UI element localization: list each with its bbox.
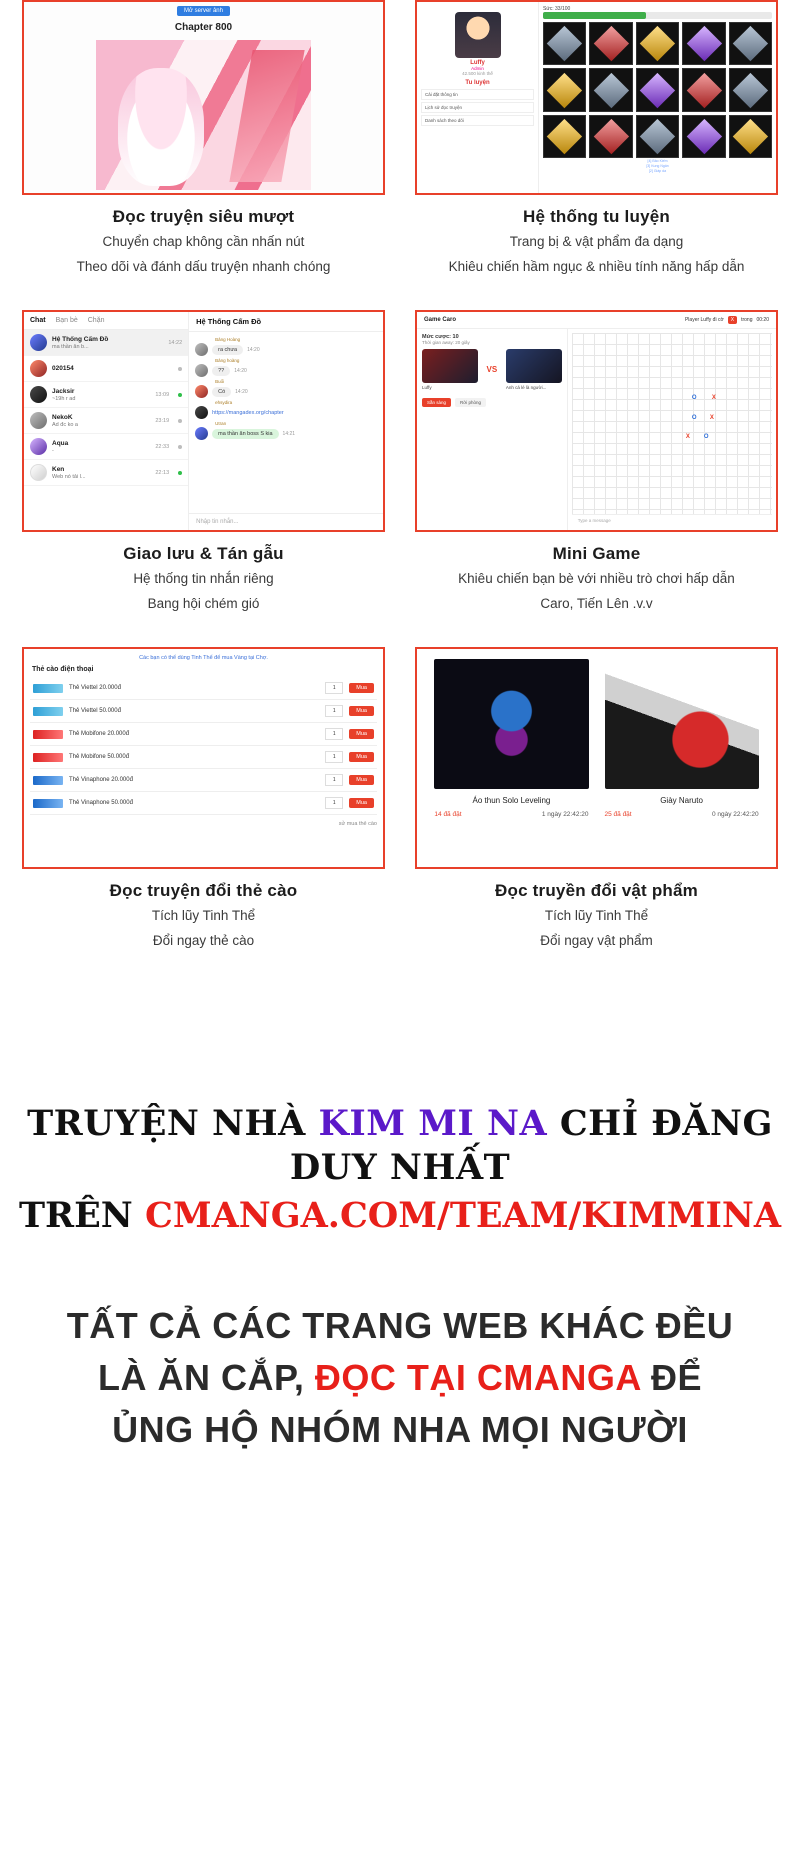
feature-card-itemshop: [415, 647, 778, 984]
channel-time: 22:13: [155, 469, 170, 476]
table-row: [30, 677, 377, 700]
chapter-label: Chapter 800: [174, 22, 233, 33]
caption-sub2: Theo dõi và đánh dấu truyện nhanh chóng: [76, 258, 331, 274]
buy-button[interactable]: Mua: [349, 683, 374, 693]
message-time: 14:20: [234, 367, 247, 374]
turn-mark: X: [728, 316, 737, 324]
item-slot[interactable]: [682, 22, 725, 65]
carrier-logo-icon: [33, 684, 63, 693]
feature-card-cultivation: [415, 0, 778, 310]
avatar: [455, 12, 501, 58]
player-card: [506, 349, 562, 390]
caption-minigame: [458, 544, 735, 613]
credits-banner: [0, 1102, 800, 1456]
message-link[interactable]: https://mangadex.org/chapter: [212, 408, 290, 418]
item-label: [2] Giáp da: [648, 169, 667, 174]
item-slot[interactable]: [589, 22, 632, 65]
message-author: Buổi: [215, 379, 225, 385]
table-row: [30, 792, 377, 815]
avatar: [30, 386, 47, 403]
item-slot[interactable]: [636, 115, 679, 158]
message-text: ma thần ăn boss S kia: [212, 429, 278, 439]
player-rank: Admin: [471, 66, 484, 71]
banner-warning-2: [18, 1352, 782, 1404]
hp-bar: [543, 12, 772, 19]
screenshot-cultivation[interactable]: [415, 0, 778, 195]
leave-room-button[interactable]: Rời phòng: [455, 398, 486, 407]
chat-thread: [189, 312, 383, 530]
avatar: [30, 360, 47, 377]
screenshot-chat[interactable]: [22, 310, 385, 532]
message-time: 14:20: [235, 388, 248, 395]
item-label: [4] Bảo Kiếm: [647, 159, 668, 164]
screenshot-cardshop[interactable]: [22, 647, 385, 869]
turn-word: trong: [741, 317, 753, 324]
caption-sub1: Chuyển chap không cần nhấn nút: [102, 234, 305, 249]
product-orders: 14 đã đặt: [434, 811, 462, 819]
avatar: [30, 412, 47, 429]
list-item[interactable]: [24, 356, 188, 382]
status-dot: [178, 419, 182, 423]
reader-toolbar: [24, 6, 383, 16]
message-text: ??: [212, 366, 230, 376]
tab-friends[interactable]: Bạn bè: [55, 317, 78, 325]
item-slot[interactable]: [729, 22, 772, 65]
caption-sub2: Bang hội chém gió: [147, 595, 260, 611]
channel-name: 020154: [52, 364, 74, 372]
caption-title: Đọc truyện đổi thẻ cào: [109, 881, 298, 901]
product-card[interactable]: [434, 659, 588, 818]
item-slot[interactable]: [543, 68, 586, 111]
channel-name: NekoK: [52, 413, 73, 421]
player-art: [422, 349, 478, 383]
product-countdown: 0 ngày 22:42:20: [711, 811, 759, 819]
chat-tabs: [24, 312, 188, 330]
menu-item[interactable]: Cải đặt thông tin: [421, 89, 534, 100]
avatar: [30, 334, 47, 351]
caption-cultivation: [449, 207, 745, 276]
manga-page-art: [96, 40, 311, 190]
carrier-logo-icon: [33, 776, 63, 785]
list-item[interactable]: [24, 408, 188, 434]
feature-card-reader: [22, 0, 385, 310]
avatar: [195, 406, 208, 419]
message-time: 14:21: [282, 430, 296, 437]
message-list: [189, 332, 383, 513]
banner-line-2: [18, 1194, 782, 1238]
message-author: Bảng hoàng: [215, 358, 240, 364]
caption-sub2: Khiêu chiến hầm ngục & nhiều tính năng hấp dẫn: [448, 258, 745, 274]
caro-board[interactable]: O X O X X O: [572, 333, 772, 514]
item-slot[interactable]: [543, 22, 586, 65]
avatar: [195, 385, 208, 398]
buy-button[interactable]: Mua: [349, 729, 374, 739]
product-name: Áo thun Solo Leveling: [472, 796, 551, 806]
product-name: Giày Naruto: [660, 796, 703, 806]
table-row: [30, 723, 377, 746]
shop-heading: Thẻ cào điện thoại: [32, 666, 94, 674]
banner-line-3: [18, 1300, 782, 1457]
channel-preview: Web nó tải l...: [52, 473, 86, 480]
table-row: [30, 700, 377, 723]
caption-sub1: Khiêu chiến bạn bè với nhiều trò chơi hấp dẫn: [458, 571, 735, 587]
vs-label: VS: [486, 365, 498, 375]
channel-preview: ~19h r ad: [52, 395, 76, 402]
banner-team-name: KIM MI NA: [318, 1103, 548, 1145]
list-item[interactable]: [24, 330, 188, 356]
tab-chat[interactable]: Chat: [30, 317, 46, 325]
thread-title: Hệ Thống Cấm Đồ: [189, 312, 383, 332]
quantity-stepper[interactable]: 1: [325, 705, 343, 717]
caption-title: Mini Game: [552, 544, 641, 564]
item-slot[interactable]: [729, 115, 772, 158]
card-name: Thẻ Mobifone 20.000đ: [69, 731, 130, 738]
caption-sub1: Tích lũy Tinh Thể: [151, 908, 256, 924]
message-row: [195, 427, 377, 440]
caption-title: Hệ thống tu luyện: [523, 207, 670, 226]
feature-card-cardshop: [22, 647, 385, 984]
character-panel: [417, 2, 539, 193]
message-text: ra chưa: [212, 345, 243, 355]
message-author: Utran: [215, 421, 227, 427]
away-label: Thời gian away: 20 giây: [422, 340, 470, 346]
screenshot-itemshop[interactable]: [415, 647, 778, 869]
banner-text-a: TRUYỆN NHÀ: [27, 1103, 319, 1145]
carrier-logo-icon: [33, 799, 63, 808]
game-chat-input[interactable]: Type a message: [572, 514, 772, 526]
game-header: [417, 312, 776, 329]
shop-footer-link[interactable]: sử mua thẻ cào: [338, 821, 377, 828]
banner-warning-highlight: ĐỌC TẠI CMANGA: [314, 1356, 641, 1398]
buy-button[interactable]: Mua: [349, 775, 374, 785]
inventory-panel: [539, 2, 776, 193]
turn-player: Player Luffy đi cờ: [684, 317, 724, 324]
screenshot-minigame[interactable]: [415, 310, 778, 532]
game-name: Game Caro: [424, 317, 457, 324]
message-row: [195, 343, 377, 356]
buy-button[interactable]: Mua: [349, 706, 374, 716]
card-name: Thẻ Viettel 50.000đ: [69, 708, 121, 715]
product-countdown: 1 ngày 22:42:20: [541, 811, 589, 819]
caption-sub1: Trang bị & vật phẩm đa dạng: [509, 234, 684, 249]
product-card[interactable]: [605, 659, 759, 818]
card-name: Thẻ Vinaphone 20.000đ: [69, 777, 133, 784]
card-name: Thẻ Mobifone 50.000đ: [69, 754, 130, 761]
message-text: Có: [212, 387, 231, 397]
list-item[interactable]: [24, 460, 188, 486]
caption-itemshop: [495, 881, 698, 950]
avatar: [195, 364, 208, 377]
game-timer: 00:20: [756, 317, 769, 324]
channel-name: Jacksir: [52, 387, 75, 395]
message-row: [195, 406, 377, 419]
tab-blocked[interactable]: Chặn: [87, 317, 105, 325]
channel-name: Hệ Thống Cấm Đồ: [52, 335, 109, 343]
buy-button[interactable]: Mua: [349, 798, 374, 808]
avatar: [30, 438, 47, 455]
message-input[interactable]: Nhập tin nhắn...: [189, 513, 383, 530]
caption-title: Giao lưu & Tán gẫu: [123, 544, 284, 564]
card-name: Thẻ Vinaphone 50.000đ: [69, 800, 133, 807]
status-dot: [178, 393, 182, 397]
caption-sub2: Đổi ngay thẻ cào: [152, 932, 255, 948]
caption-cardshop: [110, 881, 298, 950]
channel-time: 22:33: [155, 443, 170, 450]
menu-item[interactable]: Danh sách theo dõi: [421, 115, 534, 126]
player-exp: 42.500 kinh thế: [462, 71, 493, 76]
carrier-logo-icon: [33, 753, 63, 762]
caption-sub1: Hệ thống tin nhắn riêng: [133, 571, 274, 587]
list-item[interactable]: [24, 434, 188, 460]
player-name: Luffy: [470, 60, 485, 66]
quantity-stepper[interactable]: 1: [325, 751, 343, 763]
caption-title: Đọc truyện siêu mượt: [112, 207, 295, 226]
channel-name: Ken: [52, 465, 65, 473]
channel-preview: ma thần ăn b...: [52, 343, 89, 350]
channel-preview: -: [52, 447, 54, 454]
channel-time: 23:19: [155, 417, 170, 424]
feature-card-minigame: [415, 310, 778, 647]
status-dot: [178, 367, 182, 371]
banner-text-c: CHỈ ĐĂNG DUY NHẤT: [289, 1103, 773, 1189]
quantity-stepper[interactable]: 1: [325, 728, 343, 740]
channel-time: 13:09: [155, 391, 170, 398]
screenshot-reader[interactable]: [22, 0, 385, 195]
card-name: Thẻ Viettel 20.000đ: [69, 685, 121, 692]
item-slot[interactable]: [543, 115, 586, 158]
shop-note: Các bạn có thể dùng Tinh Thể để mua Vàng tại Chợ.: [139, 655, 268, 662]
chat-sidebar: [24, 312, 189, 530]
caption-sub1: Tích lũy Tinh Thể: [544, 908, 649, 924]
banner-warning-2a: LÀ ĂN CẮP,: [97, 1356, 315, 1398]
banner-warning-2b: ĐỂ: [640, 1356, 702, 1398]
status-dot: [178, 471, 182, 475]
message-author: Bảng Hoàng: [215, 337, 241, 343]
item-slot[interactable]: [682, 68, 725, 111]
caption-sub2: Caro, Tiến Lên .v.v: [540, 595, 653, 611]
item-slot[interactable]: [636, 68, 679, 111]
hp-label: Sức: 33/100: [543, 6, 571, 12]
banner-warning-3: ỦNG HỘ NHÓM NHA MỌI NGƯỜI: [112, 1409, 688, 1450]
item-slot[interactable]: [729, 68, 772, 111]
carrier-logo-icon: [33, 707, 63, 716]
player-name: Luffy: [422, 385, 432, 391]
banner-warning-1: TẤT CẢ CÁC TRANG WEB KHÁC ĐỀU: [66, 1304, 734, 1346]
avatar: [195, 427, 208, 440]
quantity-stepper[interactable]: 1: [325, 797, 343, 809]
item-slot[interactable]: [589, 115, 632, 158]
buy-button[interactable]: Mua: [349, 752, 374, 762]
open-image-server-button[interactable]: Mở server ảnh: [177, 6, 230, 16]
product-orders: 25 đã đặt: [604, 811, 632, 819]
product-image: [434, 659, 588, 789]
caption-title: Đọc truyền đổi vật phẩm: [495, 881, 698, 901]
feature-card-chat: [22, 310, 385, 647]
message-time: 14:20: [247, 346, 260, 353]
cultivation-panel-title: Tu luyện: [465, 80, 490, 86]
item-slot[interactable]: [682, 115, 725, 158]
banner-site-url: CMANGA.COM/TEAM/KIMMINA: [144, 1194, 782, 1236]
item-slot[interactable]: [636, 22, 679, 65]
quantity-stepper[interactable]: 1: [325, 774, 343, 786]
player-name: Anh cá lé là người...: [505, 385, 547, 391]
bet-label: Mức cược: 10: [422, 334, 459, 341]
ready-button[interactable]: Sẵn sàng: [422, 398, 451, 407]
caption-chat: [123, 544, 283, 613]
status-dot: [178, 445, 182, 449]
quantity-stepper[interactable]: 1: [325, 682, 343, 694]
item-label: [3] Kung Ngân: [646, 164, 669, 169]
message-author: ehsydira: [215, 400, 233, 406]
channel-name: Aqua: [52, 439, 69, 447]
item-grid: [543, 22, 772, 158]
caption-reader: [77, 207, 331, 276]
menu-item[interactable]: Lịch sử đọc truyện: [421, 102, 534, 113]
message-row: [195, 364, 377, 377]
board-panel: [568, 329, 776, 530]
banner-line-1: [18, 1102, 782, 1190]
message-row: [195, 385, 377, 398]
table-row: [30, 769, 377, 792]
avatar: [195, 343, 208, 356]
avatar: [30, 464, 47, 481]
channel-time: 14:22: [168, 339, 183, 346]
caption-sub2: Đổi ngay vật phẩm: [540, 932, 653, 948]
player-card: [422, 349, 478, 390]
channel-preview: Ad đc ko a: [52, 421, 78, 428]
list-item[interactable]: [24, 382, 188, 408]
carrier-logo-icon: [33, 730, 63, 739]
item-slot[interactable]: [589, 68, 632, 111]
product-image: [605, 659, 759, 789]
players-panel: [417, 329, 568, 530]
banner-text-on: TRÊN: [18, 1194, 145, 1236]
table-row: [30, 746, 377, 769]
player-art: [506, 349, 562, 383]
